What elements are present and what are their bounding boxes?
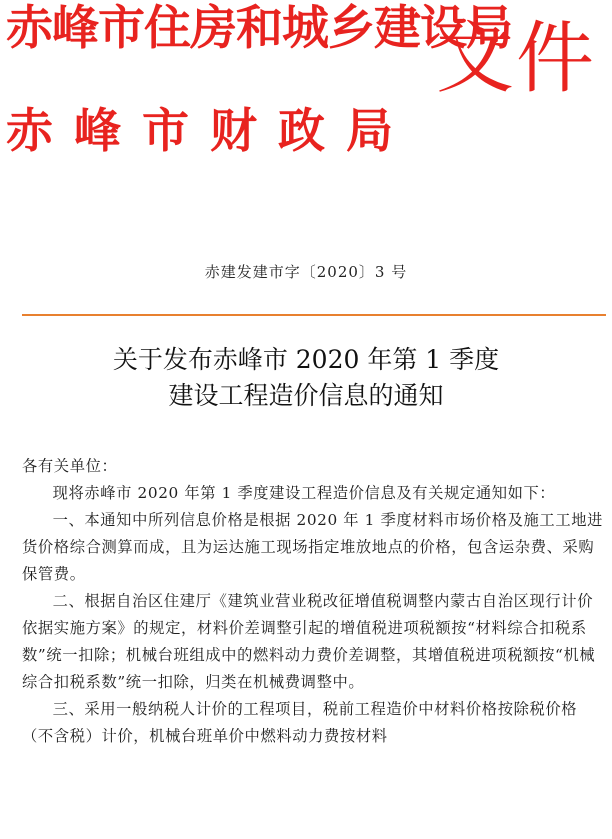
- body-paragraph-intro: 现将赤峰市 2020 年第 1 季度建设工程造价信息及有关规定通知如下：: [52, 484, 556, 502]
- header-divider: [22, 314, 606, 316]
- document-title: [0, 342, 612, 414]
- title-line-1: 关于发布赤峰市 2020 年第 1 季度: [112, 345, 500, 374]
- body-paragraph-1: 一、本通知中所列信息价格是根据 2020 年 1 季度材料市场价格及施工工地进货价格综合测算而成，且为运达施工现场指定堆放地点的价格，包含运杂费、采购保管费。: [22, 511, 604, 583]
- issuing-org-finance-bureau: 赤峰市财政局: [6, 104, 414, 159]
- document-type-label: 文件: [436, 14, 597, 104]
- body-paragraph-3: 三、采用一般纳税人计价的工程项目，税前工程造价中材料价格按除税价格（不含税）计价，机械台班单价中燃料动力费按材料: [22, 700, 578, 745]
- salutation: 各有关单位：: [22, 457, 118, 475]
- document-number: 赤建发建市字〔2020〕3 号: [204, 263, 408, 281]
- document-body: [22, 453, 604, 750]
- issuing-org-housing-bureau: 赤峰市住房和城乡建设局: [6, 1, 512, 56]
- title-line-2: 建设工程造价信息的通知: [168, 381, 444, 410]
- body-paragraph-2: 二、根据自治区住建厅《建筑业营业税改征增值税调整内蒙古自治区现行计价依据实施方案》的规定，材料价差调整引起的增值税进项税额按“材料综合扣税系数”统一扣除；机械台班组成中的燃料动力费价差调整，其增值税进项税额按“机械综合扣税系数”统一扣除，归类在机械费调整中。: [22, 592, 596, 691]
- document-header: [0, 0, 612, 215]
